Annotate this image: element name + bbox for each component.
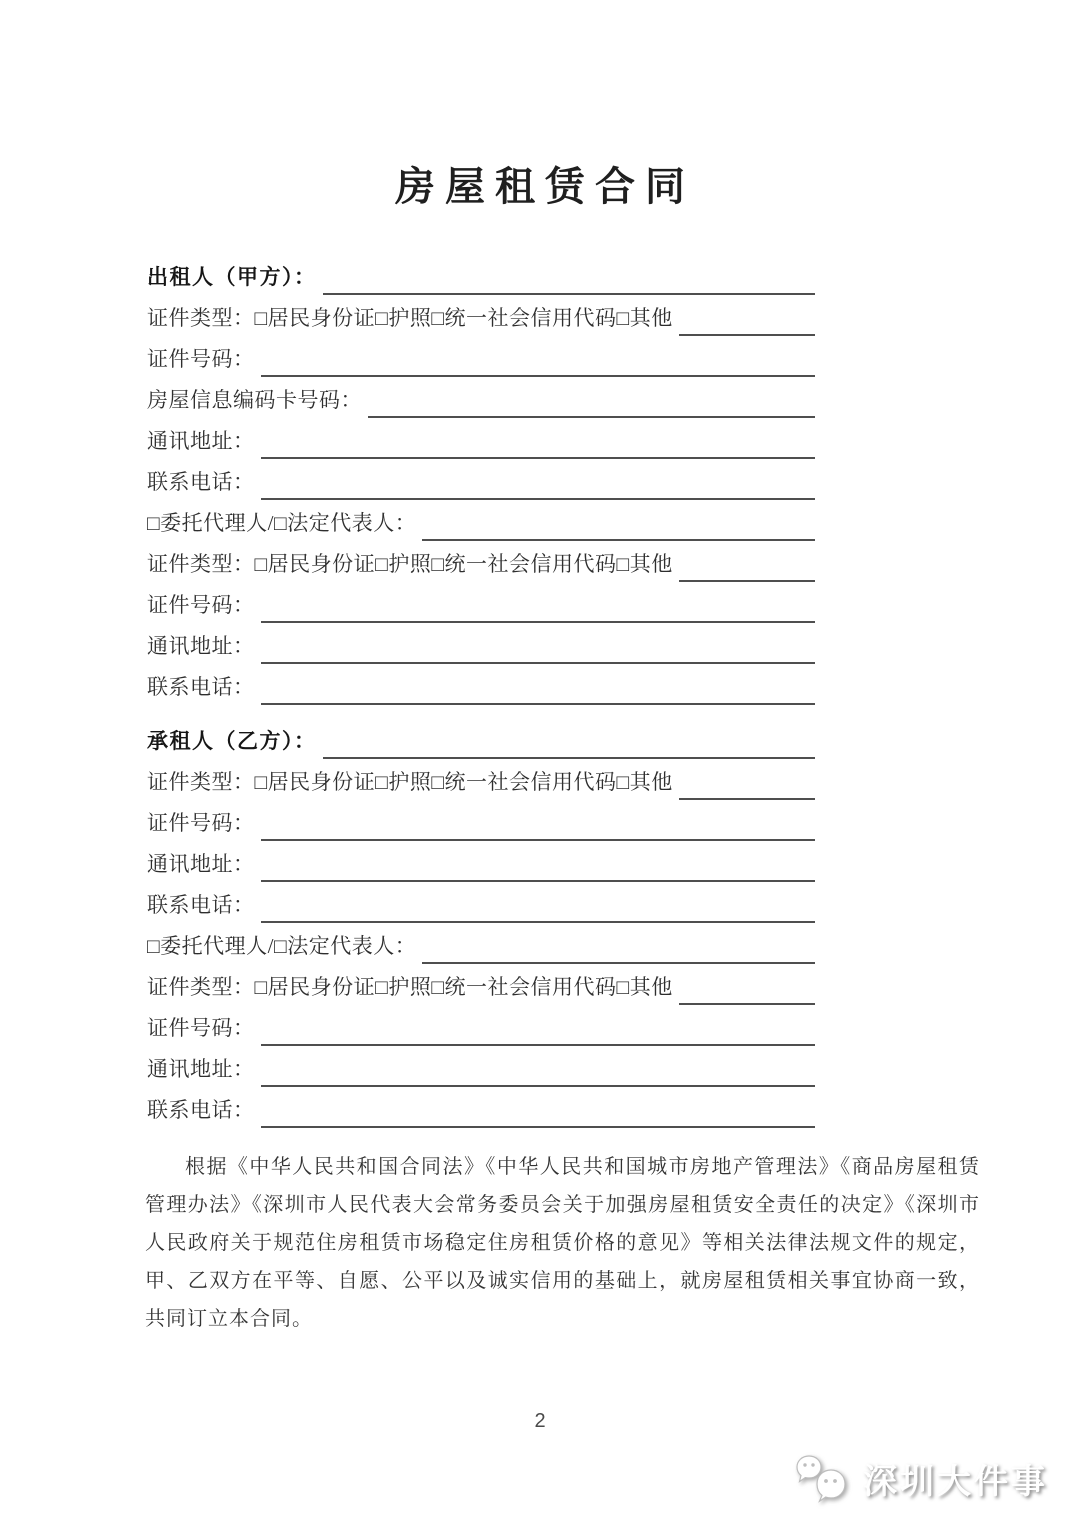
field-label: 联系电话： — [147, 1098, 255, 1122]
form-row — [147, 340, 815, 381]
form-row — [147, 968, 815, 1009]
form-row — [147, 722, 815, 763]
form-row — [147, 586, 815, 627]
page-title: 房屋租赁合同 — [395, 164, 695, 209]
field-label: 联系电话： — [147, 893, 255, 917]
watermark — [793, 1454, 1048, 1503]
field-label: 房屋信息编码卡号码： — [147, 388, 362, 412]
field-label: □委托代理人/□法定代表人： — [147, 511, 417, 535]
field-underline — [261, 457, 816, 459]
field-underline — [261, 498, 816, 500]
form-row — [147, 463, 815, 504]
field-underline — [323, 293, 816, 295]
form-row — [147, 381, 815, 422]
field-underline — [422, 962, 815, 964]
field-label: □委托代理人/□法定代表人： — [147, 934, 417, 958]
page-number: 2 — [534, 1410, 546, 1432]
field-underline — [261, 1126, 816, 1128]
field-label: 证件类型：□居民身份证□护照□统一社会信用代码□其他 — [147, 770, 673, 794]
field-underline — [261, 703, 816, 705]
field-underline — [679, 798, 815, 800]
field-label: 证件号码： — [147, 1016, 255, 1040]
preamble-paragraph: 根据《中华人民共和国合同法》《中华人民共和国城市房地产管理法》《商品房屋租赁管理办法》《深圳市人民代表大会常务委员会关于加强房屋租赁安全责任的决定》《深圳市人民政府关于规范住房租赁市场稳定住房租赁价格的意见》等相关法律法规文件的规定，甲、乙双方在平等、自愿、公平以及诚实信用的基础上，就房屋租赁相关事宜协商一致，共同订立本合同。 — [145, 1156, 980, 1330]
form-row — [147, 299, 815, 340]
party-a-section — [147, 258, 815, 709]
form-row — [147, 258, 815, 299]
field-underline — [261, 621, 816, 623]
form-row — [147, 1009, 815, 1050]
form-row — [147, 1091, 815, 1132]
field-underline — [261, 1085, 816, 1087]
field-underline — [422, 539, 815, 541]
field-label: 通讯地址： — [147, 429, 255, 453]
form-row — [147, 627, 815, 668]
form-row — [147, 545, 815, 586]
field-label: 证件类型：□居民身份证□护照□统一社会信用代码□其他 — [147, 306, 673, 330]
field-label: 通讯地址： — [147, 634, 255, 658]
field-label: 证件类型：□居民身份证□护照□统一社会信用代码□其他 — [147, 975, 673, 999]
field-label: 承租人（乙方）： — [147, 729, 317, 753]
form-row — [147, 504, 815, 545]
field-underline — [679, 1003, 815, 1005]
field-label: 证件号码： — [147, 593, 255, 617]
field-label: 联系电话： — [147, 675, 255, 699]
field-label: 证件号码： — [147, 811, 255, 835]
watermark-text: 深圳大件事 — [863, 1463, 1048, 1501]
form-row — [147, 763, 815, 804]
field-label: 通讯地址： — [147, 1057, 255, 1081]
field-underline — [368, 416, 815, 418]
field-underline — [261, 921, 816, 923]
contract-form — [147, 258, 815, 1132]
party-b-section — [147, 722, 815, 1132]
field-label: 证件号码： — [147, 347, 255, 371]
form-row — [147, 422, 815, 463]
field-label: 通讯地址： — [147, 852, 255, 876]
wechat-bubbles-icon — [793, 1455, 851, 1503]
form-row — [147, 668, 815, 709]
field-label: 证件类型：□居民身份证□护照□统一社会信用代码□其他 — [147, 552, 673, 576]
form-row — [147, 804, 815, 845]
field-underline — [679, 334, 815, 336]
field-underline — [323, 757, 816, 759]
field-underline — [679, 580, 815, 582]
field-label: 出租人（甲方）： — [147, 265, 317, 289]
form-row — [147, 886, 815, 927]
field-underline — [261, 1044, 816, 1046]
form-row — [147, 1050, 815, 1091]
field-underline — [261, 375, 816, 377]
form-row — [147, 845, 815, 886]
field-underline — [261, 839, 816, 841]
field-label: 联系电话： — [147, 470, 255, 494]
field-underline — [261, 662, 816, 664]
field-underline — [261, 880, 816, 882]
form-row — [147, 927, 815, 968]
